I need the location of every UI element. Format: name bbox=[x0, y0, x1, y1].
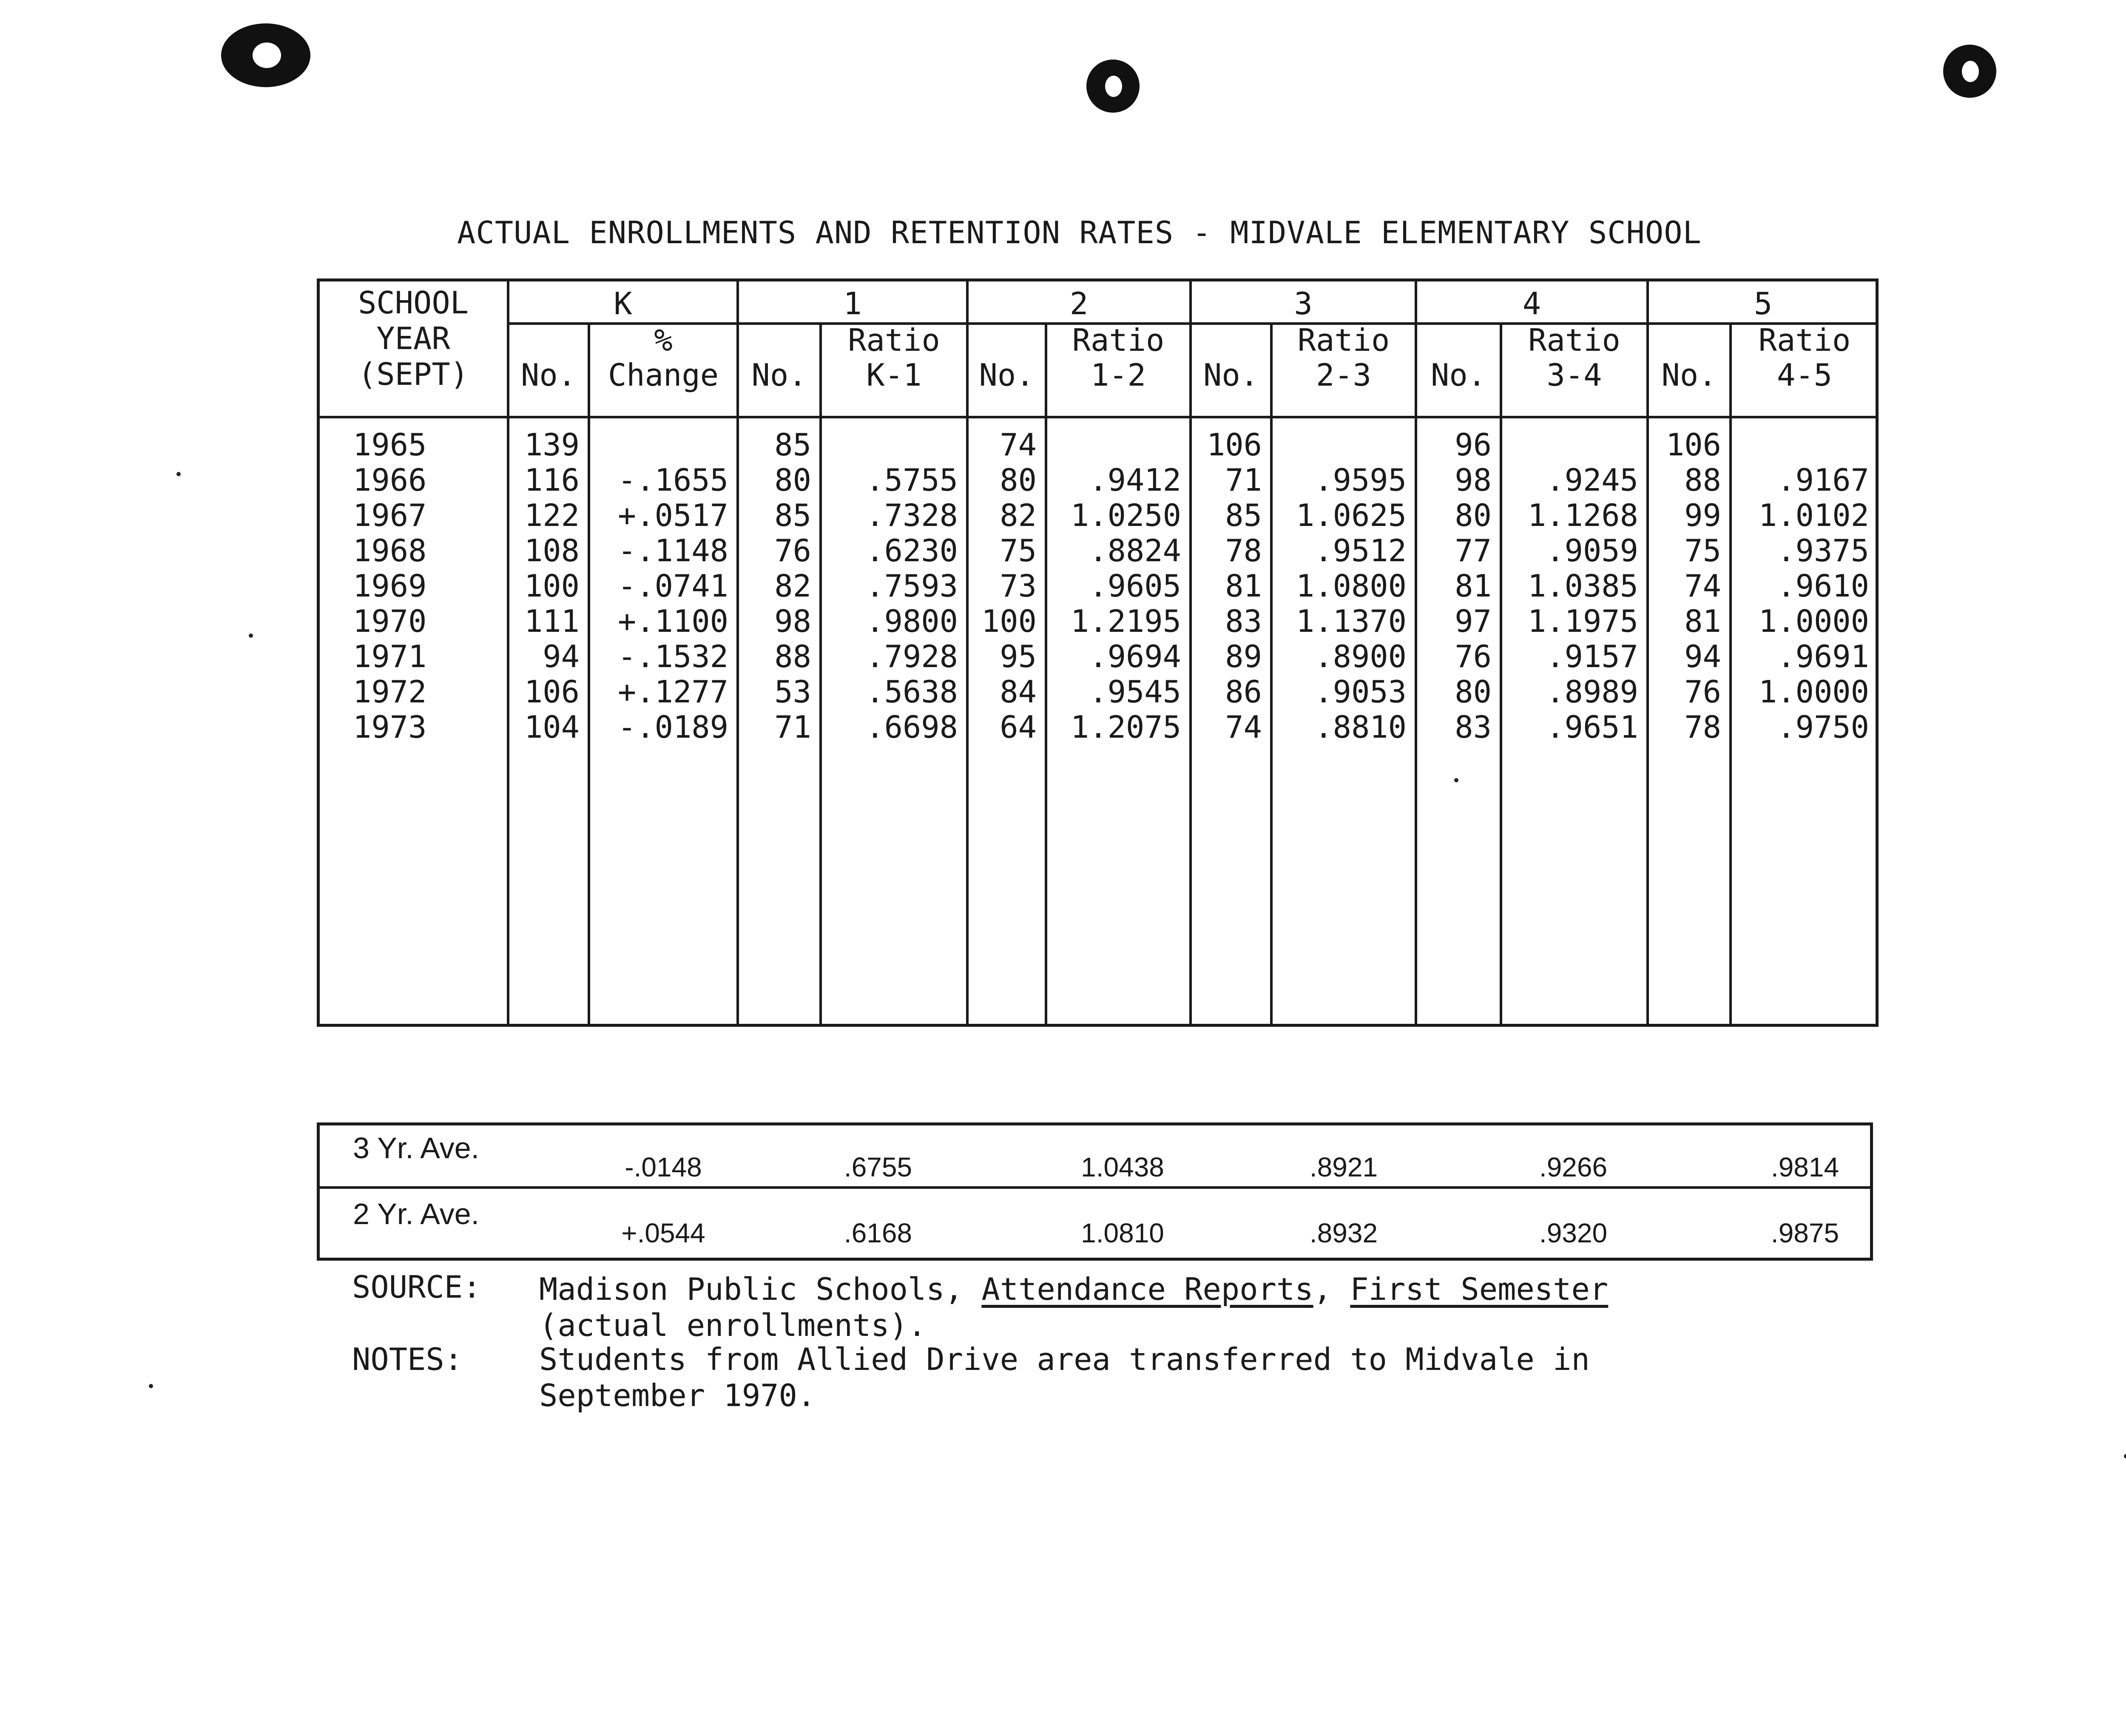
table-cell: 64 bbox=[1000, 709, 1037, 745]
year-cell: 1969 bbox=[353, 568, 427, 604]
table-cell: .6698 bbox=[866, 709, 958, 745]
table-cell: 1.1268 bbox=[1527, 497, 1638, 533]
table-cell: .7928 bbox=[866, 639, 958, 674]
table-cell: .9059 bbox=[1546, 533, 1638, 568]
table-cell: 88 bbox=[1684, 462, 1721, 498]
page-title: ACTUAL ENROLLMENTS AND RETENTION RATES - MIDVALE ELEMENTARY SCHOOL bbox=[457, 215, 1702, 250]
year-header: SCHOOL YEAR (SEPT) bbox=[358, 285, 469, 392]
source-line-2: (actual enrollments). bbox=[539, 1307, 927, 1343]
ratio-sublabel-header: 4-5 bbox=[1776, 357, 1833, 393]
table-cell: 98 bbox=[1455, 462, 1492, 498]
grade-header-1: 1 bbox=[843, 286, 862, 321]
ratio-sublabel-header: 3-4 bbox=[1546, 357, 1602, 393]
table-cell: .9545 bbox=[1089, 674, 1181, 710]
table-cell: 85 bbox=[774, 427, 811, 463]
average-value: 1.0438 bbox=[1081, 1152, 1164, 1182]
source-title-attendance-reports: Attendance Reports bbox=[981, 1271, 1313, 1307]
table-cell: 108 bbox=[524, 533, 580, 568]
table-cell: 94 bbox=[1684, 639, 1721, 674]
table-cell: 80 bbox=[1455, 674, 1492, 710]
table-cell: 75 bbox=[1000, 533, 1037, 568]
grade-header-5: 5 bbox=[1754, 286, 1773, 321]
table-cell: 1.2075 bbox=[1070, 709, 1181, 745]
table-cell: 80 bbox=[1455, 497, 1492, 533]
year-cell: 1966 bbox=[353, 462, 427, 498]
average-value: .9814 bbox=[1771, 1152, 1839, 1182]
average-value: +.0544 bbox=[621, 1218, 705, 1248]
average-label: 3 Yr. Ave. bbox=[353, 1131, 480, 1165]
speck bbox=[176, 472, 181, 476]
table-cell: .7593 bbox=[866, 568, 958, 604]
year-cell: 1967 bbox=[353, 497, 427, 533]
table-cell: 100 bbox=[981, 603, 1037, 639]
table-cell: .9595 bbox=[1314, 462, 1407, 498]
table-cell: .6230 bbox=[866, 533, 958, 568]
table-cell: 116 bbox=[524, 462, 580, 498]
table-cell: .9375 bbox=[1777, 533, 1869, 568]
table-cell: 84 bbox=[1000, 674, 1037, 710]
table-cell: 86 bbox=[1225, 674, 1262, 710]
table-cell: 76 bbox=[774, 533, 811, 568]
ratio-header: Ratio bbox=[1528, 322, 1620, 358]
grade-header-3: 3 bbox=[1294, 286, 1313, 321]
table-cell: 85 bbox=[1225, 497, 1262, 533]
binder-hole-left bbox=[221, 23, 310, 87]
table-cell: .9691 bbox=[1777, 639, 1869, 674]
notes-label: NOTES: bbox=[352, 1341, 463, 1377]
average-value: 1.0810 bbox=[1081, 1218, 1164, 1248]
ratio-sublabel-header: 1-2 bbox=[1090, 357, 1146, 393]
table-cell: .5755 bbox=[866, 462, 958, 498]
table-cell: .9750 bbox=[1777, 709, 1869, 745]
table-cell: 1.0102 bbox=[1758, 497, 1869, 533]
table-cell: -.0189 bbox=[617, 709, 728, 745]
table-cell: .9800 bbox=[866, 603, 958, 639]
average-value: -.0148 bbox=[625, 1152, 702, 1182]
binder-hole-center bbox=[1086, 60, 1140, 113]
table-cell: .8989 bbox=[1546, 674, 1638, 710]
table-cell: 81 bbox=[1225, 568, 1262, 604]
table-cell: 106 bbox=[1666, 427, 1721, 463]
table-cell: +.1100 bbox=[617, 603, 728, 639]
table-cell: .9412 bbox=[1089, 462, 1181, 498]
year-cell: 1970 bbox=[353, 603, 427, 639]
table-cell: 1.0000 bbox=[1758, 674, 1869, 710]
no-header: No. bbox=[1430, 357, 1486, 393]
pct-symbol-header: % bbox=[654, 322, 673, 358]
average-value: .9320 bbox=[1539, 1218, 1608, 1248]
table-cell: 1.1975 bbox=[1527, 603, 1638, 639]
speck bbox=[2124, 1454, 2126, 1458]
table-cell: -.0741 bbox=[617, 568, 728, 604]
table-cell: .9605 bbox=[1089, 568, 1181, 604]
table-cell: 99 bbox=[1684, 497, 1721, 533]
average-value: .6755 bbox=[844, 1152, 912, 1182]
table-cell: .8900 bbox=[1314, 639, 1407, 674]
table-cell: -.1148 bbox=[617, 533, 728, 568]
table-cell: 78 bbox=[1684, 709, 1721, 745]
table-cell: 82 bbox=[1000, 497, 1037, 533]
table-cell: 106 bbox=[524, 674, 580, 710]
ratio-sublabel-header: 2-3 bbox=[1316, 357, 1372, 393]
source-title-first-semester: First Semester bbox=[1350, 1271, 1609, 1307]
no-header: No. bbox=[1661, 357, 1717, 393]
table-cell: +.1277 bbox=[617, 674, 728, 710]
table-cell: .8810 bbox=[1314, 709, 1407, 745]
no-header: No. bbox=[1203, 357, 1259, 393]
table-cell: 1.2195 bbox=[1070, 603, 1181, 639]
year-cell: 1971 bbox=[353, 639, 427, 674]
table-cell: .7328 bbox=[866, 497, 958, 533]
table-cell: 81 bbox=[1455, 568, 1492, 604]
table-cell: 80 bbox=[1000, 462, 1037, 498]
table-cell: 74 bbox=[1000, 427, 1037, 463]
year-cell: 1972 bbox=[353, 674, 427, 710]
table-cell: 85 bbox=[774, 497, 811, 533]
table-cell: 1.1370 bbox=[1296, 603, 1407, 639]
average-value: .9266 bbox=[1539, 1152, 1608, 1182]
grade-header-4: 4 bbox=[1522, 286, 1541, 321]
source-label: SOURCE: bbox=[352, 1269, 481, 1305]
table-cell: .9512 bbox=[1314, 533, 1407, 568]
table-cell: 80 bbox=[774, 462, 811, 498]
table-cell: 1.0000 bbox=[1758, 603, 1869, 639]
table-cell: 98 bbox=[774, 603, 811, 639]
averages-divider bbox=[317, 1186, 1873, 1189]
table-cell: 1.0250 bbox=[1070, 497, 1181, 533]
year-cell: 1973 bbox=[353, 709, 427, 745]
no-header: No. bbox=[520, 357, 577, 393]
table-cell: 76 bbox=[1684, 674, 1721, 710]
table-cell: 81 bbox=[1684, 603, 1721, 639]
no-header: No. bbox=[979, 357, 1035, 393]
binder-hole-right bbox=[1943, 45, 1996, 98]
table-cell: 71 bbox=[1225, 462, 1262, 498]
table-cell: .9167 bbox=[1777, 462, 1869, 498]
table-cell: 76 bbox=[1455, 639, 1492, 674]
table-cell: 111 bbox=[524, 603, 580, 639]
average-value: .8932 bbox=[1309, 1218, 1378, 1248]
no-header: No. bbox=[751, 357, 807, 393]
table-cell: 97 bbox=[1455, 603, 1492, 639]
table-cell: 100 bbox=[524, 568, 580, 604]
table-cell: 1.0385 bbox=[1527, 568, 1638, 604]
table-cell: 94 bbox=[543, 639, 580, 674]
table-cell: 77 bbox=[1455, 533, 1492, 568]
table-cell: 75 bbox=[1684, 533, 1721, 568]
year-cell: 1965 bbox=[353, 427, 427, 463]
notes-line-1: Students from Allied Drive area transferred to Midvale in bbox=[539, 1341, 1590, 1377]
table-cell: +.0517 bbox=[617, 497, 728, 533]
header-divider bbox=[317, 416, 1879, 418]
table-cell: 1.0625 bbox=[1296, 497, 1407, 533]
ratio-header: Ratio bbox=[1297, 322, 1390, 358]
ratio-header: Ratio bbox=[848, 322, 940, 358]
table-cell: .9157 bbox=[1546, 639, 1638, 674]
table-cell: 96 bbox=[1455, 427, 1492, 463]
source-text: Madison Public Schools, Attendance Reports, First Semester bbox=[539, 1271, 1609, 1307]
pct-change-header: Change bbox=[608, 357, 719, 393]
table-cell: 122 bbox=[524, 497, 580, 533]
table-cell: -.1655 bbox=[617, 462, 728, 498]
grade-header-2: 2 bbox=[1069, 286, 1089, 321]
grade-header-k: K bbox=[614, 286, 632, 321]
notes-line-2: September 1970. bbox=[539, 1378, 816, 1413]
table-cell: 71 bbox=[774, 709, 811, 745]
average-value: .6168 bbox=[844, 1218, 912, 1248]
table-cell: 106 bbox=[1206, 427, 1262, 463]
table-cell: 82 bbox=[774, 568, 811, 604]
table-cell: .9694 bbox=[1089, 639, 1181, 674]
table-cell: 95 bbox=[1000, 639, 1037, 674]
table-cell: 83 bbox=[1455, 709, 1492, 745]
speck bbox=[249, 634, 253, 638]
table-cell: .5638 bbox=[866, 674, 958, 710]
table-cell: 83 bbox=[1225, 603, 1262, 639]
table-cell: .9053 bbox=[1314, 674, 1407, 710]
ratio-sublabel-header: K-1 bbox=[866, 357, 922, 393]
table-cell: 73 bbox=[1000, 568, 1037, 604]
table-cell: 88 bbox=[774, 639, 811, 674]
table-cell: .9651 bbox=[1546, 709, 1638, 745]
table-cell: 78 bbox=[1225, 533, 1262, 568]
table-cell: .9245 bbox=[1546, 462, 1638, 498]
table-cell: 53 bbox=[774, 674, 811, 710]
average-label: 2 Yr. Ave. bbox=[353, 1197, 480, 1230]
speck bbox=[149, 1384, 153, 1388]
table-cell: 139 bbox=[524, 427, 580, 463]
table-cell: .8824 bbox=[1089, 533, 1181, 568]
average-value: .9875 bbox=[1771, 1218, 1839, 1248]
ratio-header: Ratio bbox=[1072, 322, 1165, 358]
table-cell: -.1532 bbox=[617, 639, 728, 674]
table-cell: .9610 bbox=[1777, 568, 1869, 604]
table-cell: 89 bbox=[1225, 639, 1262, 674]
table-cell: 74 bbox=[1684, 568, 1721, 604]
ratio-header: Ratio bbox=[1758, 322, 1851, 358]
average-value: .8921 bbox=[1309, 1152, 1378, 1182]
table-cell: 104 bbox=[524, 709, 580, 745]
year-cell: 1968 bbox=[353, 533, 427, 568]
table-cell: 1.0800 bbox=[1296, 568, 1407, 604]
table-cell: 74 bbox=[1225, 709, 1262, 745]
